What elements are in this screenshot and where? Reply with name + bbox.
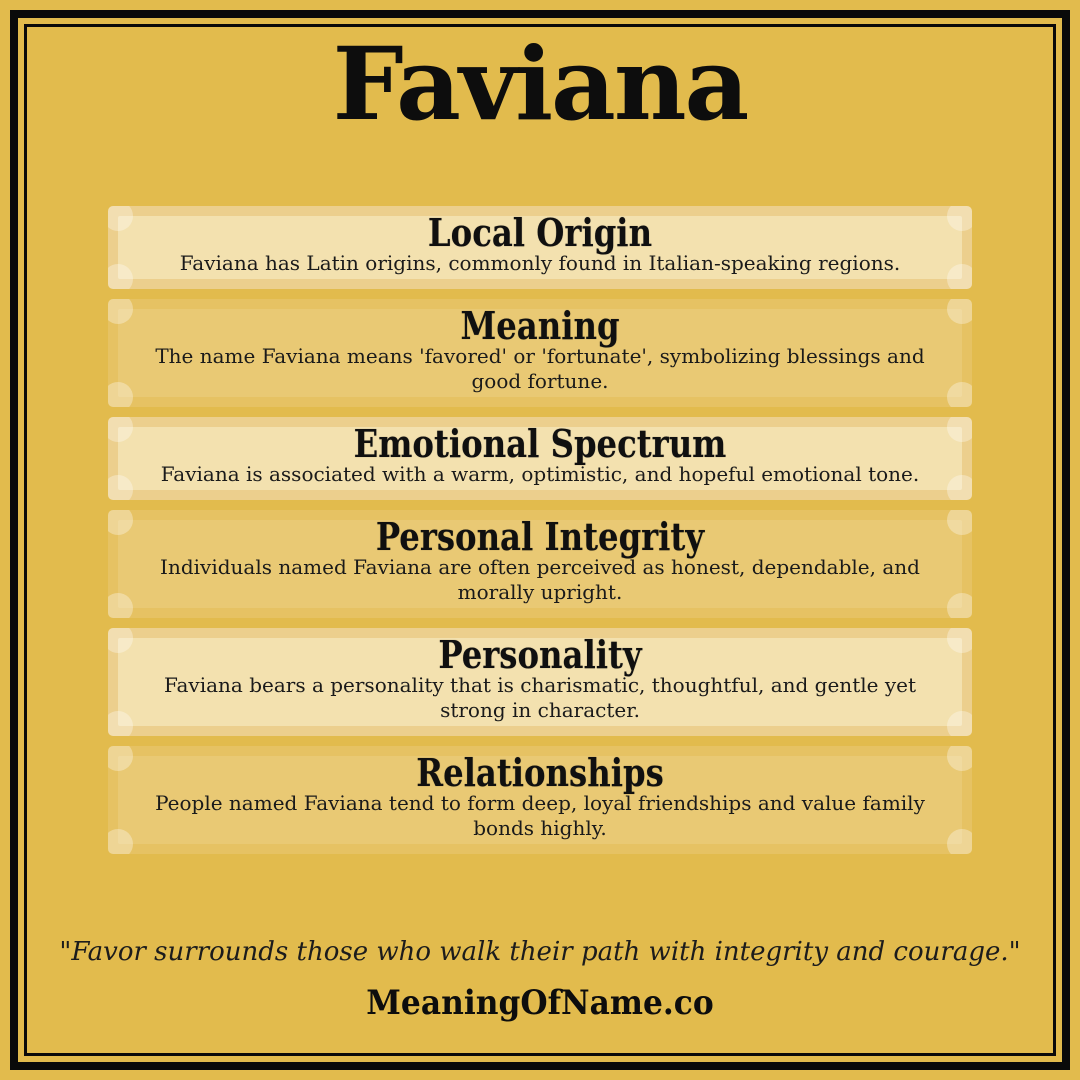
brand-name: MeaningOfName.co	[366, 982, 714, 1023]
section-card-personality	[108, 628, 972, 736]
quote-text: "Favor surrounds those who walk their path with integrity and courage."	[59, 937, 1021, 968]
corner-pin-icon	[947, 475, 972, 500]
section-body: People named Faviana tend to form deep, loyal friendships and value family bonds highly.	[155, 790, 925, 840]
section-title: Local Origin	[427, 210, 653, 255]
section-card-personal-integrity	[108, 510, 972, 618]
section-body: Faviana bears a personality that is charismatic, thoughtful, and gentle yet strong in character.	[163, 672, 916, 722]
corner-pin-icon	[947, 264, 972, 289]
section-title: Personality	[438, 631, 642, 677]
section-plaque	[118, 631, 962, 726]
section-body: The name Faviana means 'favored' or 'fortunate', symbolizing blessings and good fortune.	[155, 343, 925, 393]
corner-pin-icon	[947, 711, 972, 736]
section-plaque	[118, 210, 962, 279]
corner-pin-icon	[947, 382, 972, 407]
section-plaque	[118, 420, 962, 490]
sections-list	[108, 206, 972, 854]
section-card-relationships	[108, 746, 972, 854]
page-title: Faviana	[332, 25, 748, 143]
section-title: Emotional Spectrum	[353, 420, 727, 466]
section-plaque	[118, 749, 962, 844]
section-body: Faviana is associated with a warm, optimistic, and hopeful emotional tone.	[160, 461, 920, 486]
section-card-emotional-spectrum	[108, 417, 972, 500]
corner-pin-icon	[947, 829, 972, 854]
section-plaque	[118, 513, 962, 608]
section-body: Individuals named Faviana are often perceived as honest, dependable, and morally upright.	[160, 554, 920, 604]
section-title: Relationships	[416, 749, 664, 795]
section-card-meaning	[108, 299, 972, 407]
section-body: Faviana has Latin origins, commonly found in Italian-speaking regions.	[179, 250, 901, 275]
corner-pin-icon	[947, 593, 972, 618]
footer	[50, 937, 1030, 1022]
section-title: Personal Integrity	[375, 513, 705, 559]
section-title: Meaning	[460, 302, 620, 348]
section-plaque	[118, 302, 962, 397]
section-card-local-origin	[108, 206, 972, 289]
